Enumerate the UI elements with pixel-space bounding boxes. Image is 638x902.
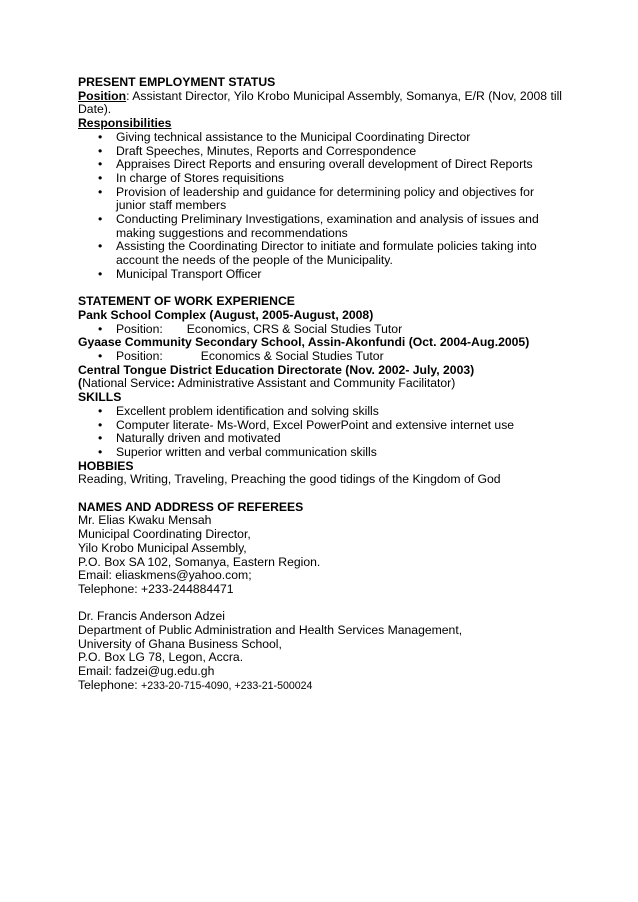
hobbies-text: Reading, Writing, Traveling, Preaching the good tidings of the Kingdom of God <box>78 472 501 487</box>
position-label: Position: <box>116 321 163 336</box>
job-position-list <box>78 323 562 337</box>
referee-line: University of Ghana Business School, <box>78 636 282 651</box>
referee-line: Municipal Coordinating Director, <box>78 527 251 542</box>
employer-line: Pank School Complex (August, 2005-August, 2008) <box>78 307 374 322</box>
position-line <box>78 90 562 117</box>
skills-heading: SKILLS <box>78 390 122 405</box>
skills-list <box>78 405 562 460</box>
referee-line: Email: fadzei@ug.edu.gh <box>78 664 215 679</box>
job-position <box>78 323 562 337</box>
position-value: Economics & Social Studies Tutor <box>200 349 384 364</box>
list-item: • Draft Speeches, Minutes, Reports and Correspondence <box>78 145 562 159</box>
employer-line: Central Tongue District Education Directorate (Nov. 2002- July, 2003) <box>78 362 475 377</box>
list-item: • In charge of Stores requisitions <box>78 172 562 186</box>
list-item: • Superior written and verbal communication skills <box>78 446 562 460</box>
referee-line: Email: eliaskmens@yahoo.com; <box>78 568 252 583</box>
position-value: Economics, CRS & Social Studies Tutor <box>186 321 403 336</box>
referee-line: Mr. Elias Kwaku Mensah <box>78 513 212 528</box>
hobbies-heading: HOBBIES <box>78 458 134 473</box>
position-label: Position: <box>116 349 163 364</box>
list-item: • Excellent problem identification and solving skills <box>78 405 562 419</box>
work-experience-heading: STATEMENT OF WORK EXPERIENCE <box>78 294 295 309</box>
referee-line: Department of Public Administration and Health Services Management, <box>78 623 463 638</box>
job-position-list <box>78 350 562 364</box>
position-text: : Assistant Director, Yilo Krobo Municipal Assembly, Somanya, E/R (Nov, 2008 till Date). <box>78 88 562 117</box>
referee-phone-line: Telephone: +233-20-715-4090, +233-21-500024 <box>78 677 313 692</box>
responsibilities-label: Responsibilities <box>78 116 172 131</box>
list-item: • Municipal Transport Officer <box>78 268 562 282</box>
job-position <box>78 350 562 364</box>
resume-page <box>78 76 562 694</box>
present-employment-heading: PRESENT EMPLOYMENT STATUS <box>78 75 276 89</box>
list-item: • Giving technical assistance to the Municipal Coordinating Director <box>78 131 562 145</box>
list-item: • Provision of leadership and guidance for determining policy and objectives for junior staff members <box>78 186 562 213</box>
list-item: • Naturally driven and motivated <box>78 432 562 446</box>
list-item: • Computer literate- Ms-Word, Excel PowerPoint and extensive internet use <box>78 419 562 433</box>
referee-1 <box>78 514 562 596</box>
referee-line: Telephone: +233-244884471 <box>78 581 234 596</box>
position-label: Position <box>78 88 127 103</box>
referee-line: Dr. Francis Anderson Adzei <box>78 609 225 624</box>
referees-heading: NAMES AND ADDRESS OF REFEREES <box>78 499 304 514</box>
employer-line: Gyaase Community Secondary School, Assin-Akonfundi (Oct. 2004-Aug.2005) <box>78 335 530 350</box>
list-item: • Appraises Direct Reports and ensuring overall development of Direct Reports <box>78 158 562 172</box>
referee-line: P.O. Box LG 78, Legon, Accra. <box>78 650 244 665</box>
responsibilities-list <box>78 131 562 282</box>
national-service-line: (National Service: Administrative Assistant and Community Facilitator) <box>78 376 456 391</box>
referee-line: P.O. Box SA 102, Somanya, Eastern Region. <box>78 554 321 569</box>
referee-2 <box>78 610 562 693</box>
list-item: • Conducting Preliminary Investigations, examination and analysis of issues and making suggestions and recommendations <box>78 213 562 240</box>
referee-line: Yilo Krobo Municipal Assembly, <box>78 540 247 555</box>
list-item: • Assisting the Coordinating Director to initiate and formulate policies taking into account the needs of the people of the Municipality. <box>78 240 562 267</box>
